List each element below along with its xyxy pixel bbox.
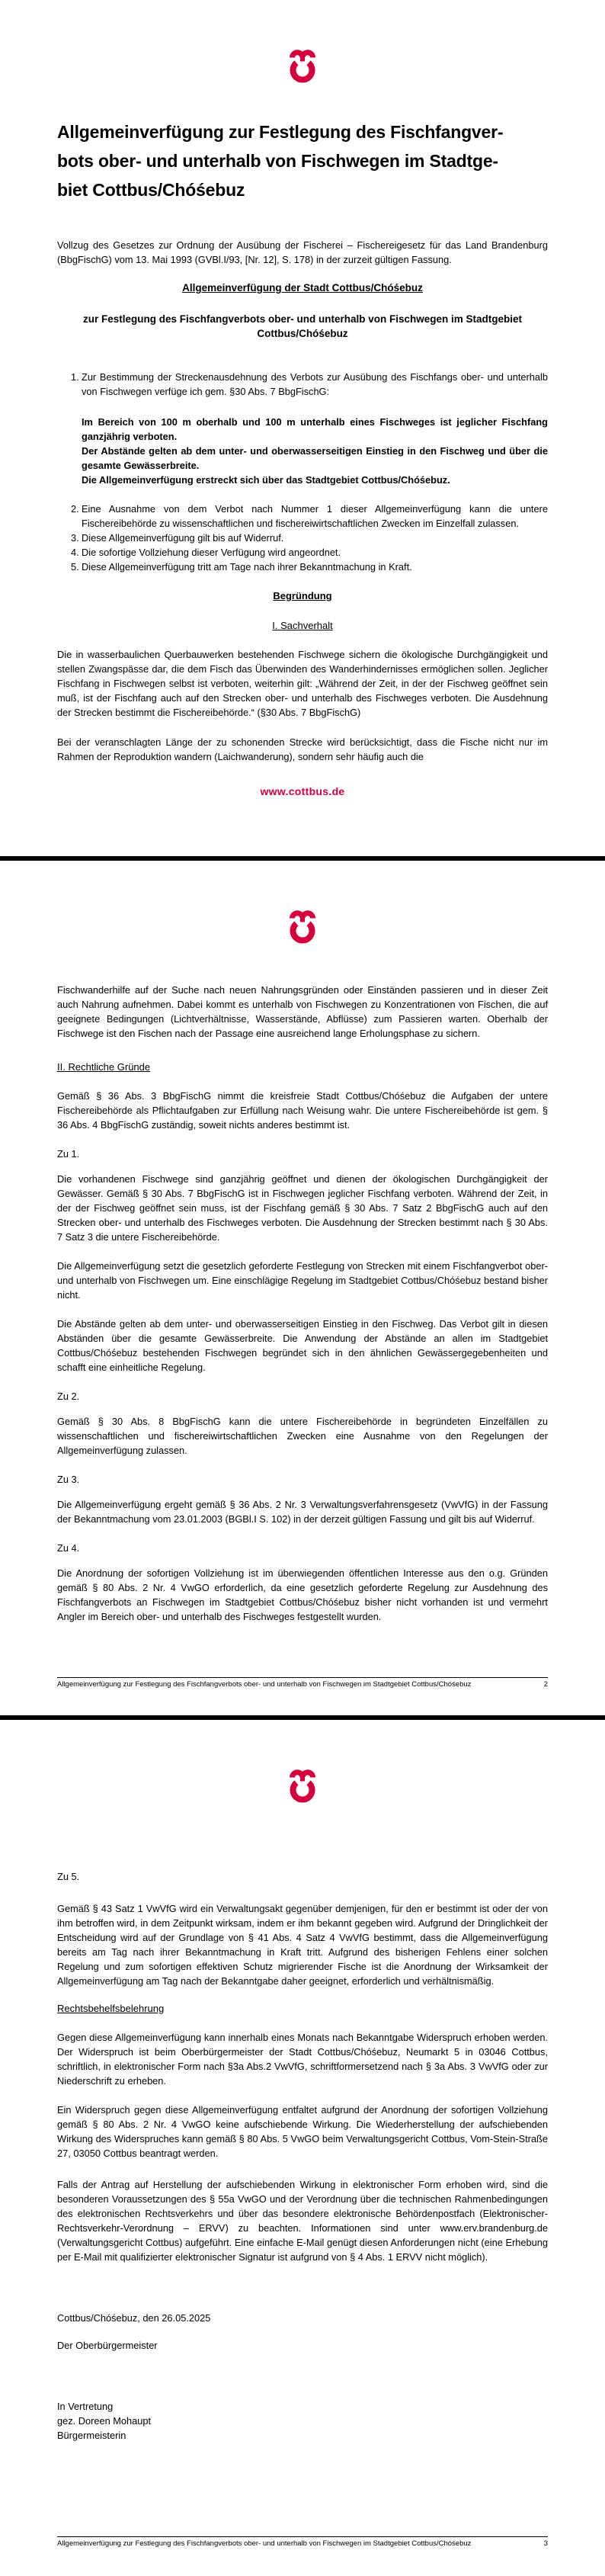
list-item-number: 3.	[71, 532, 79, 544]
signature-role-line: Bürgermeisterin	[57, 2430, 126, 2441]
sachverhalt-paragraph-2: Bei der veranschlagten Länge der zu schonenden Strecke wird berücksichtigt, dass die Fische nicht nur im Rahmen der Reproduktion wandern (Laichwanderung), sondern sehr häufig auch die	[57, 736, 548, 762]
footer-doc-title: Allgemeinverfügung zur Festlegung des Fischfangverbots ober- und unterhalb von Fischwegen im Stadtgebiet Cottbus/Chóśebuz	[57, 1680, 472, 1689]
cottbus-website-link[interactable]: www.cottbus.de	[260, 785, 345, 797]
sachverhalt-paragraph-1: Die in wasserbaulichen Querbauwerken bestehenden Fischwege sichern die ökologische Durchgängigkeit und stellen Zwangspässe dar, die dem Fisch das Überwinden des Wanderhindernisses ermöglichen sollen. Jeglicher Fischfang in Fischwegen selbst ist verboten, weiterhin gilt: „Während der Zeit, in der der Fischweg geöffnet sein muß, ist der Fischfang auch auf den Strecken ober- und unterhalb des Fischweges verboten. Die Ausdehnung der Strecken bestimmt die Fischereibehörde.“ (§30 Abs. 7 BbgFischG)	[57, 649, 548, 718]
widerspruch-paragraph-2: Ein Widerspruch gegen diese Allgemeinverfügung entfaltet aufgrund der Anordnung der sofortigen Vollziehung gemäß § 80 Abs. 2 Nr. 4 VwGO keine aufschiebende Wirkung. Die Wiederherstellung der aufschiebenden Wirkung des Widerspruches kann gemäß § 80 Abs. 5 VwGO beim Verwaltungsgericht Cottbus, Vom-Stein-Straße 27, 03050 Cottbus beantragt werden.	[57, 2104, 548, 2159]
list-item-text: Diese Allgemeinverfügung gilt bis auf Widerruf.	[82, 532, 284, 544]
widerspruch-paragraph-1: Gegen diese Allgemeinverfügung kann innerhalb eines Monats nach Bekanntgabe Widerspruch erhoben werden. Der Widerspruch ist beim Oberbürgermeister der Stadt Cottbus/Chóśebuz, Neumarkt 5 in 03046 Cottbus, schriftlich, in elektronischer Form nach §3a Abs.2 VwVfG, schriftformersetzend nach § 3a Abs. 3 VwVfG oder zur Niederschrift zu erheben.	[57, 2032, 548, 2087]
zu4-paragraph: Die Anordnung der sofortigen Vollziehung ist im überwiegenden öffentlichen Interesse aus den o.g. Gründen gemäß § 80 Abs. 2 Nr. 4 VwGO erforderlich, da eine gesetzlich geforderte Regelung zur Ausdehnung des Fischfangverbots an Fischwegen im Stadtgebiet Cottbus/Chóśebuz bisher nicht vorhanden ist und vermehrt Angler im Bereich ober- und unterhalb des Fischweges festgestellt wurden.	[57, 1567, 548, 1622]
footer-page-number: 2	[543, 1680, 548, 1689]
zu4-label: Zu 4.	[57, 1542, 80, 1554]
list-item-2	[71, 502, 548, 531]
document-title-line: bots ober- und unterhalb von Fischwegen im Stadtge-	[57, 151, 498, 171]
cottbus-smile-logo-icon	[286, 44, 319, 84]
signature-name-line: gez. Doreen Mohaupt	[57, 2415, 152, 2427]
list-item-number: 1.	[71, 371, 79, 383]
list-item-text: Diese Allgemeinverfügung tritt am Tage nach ihrer Bekanntmachung in Kraft.	[82, 561, 412, 573]
document-title-line: Allgemeinverfügung zur Festlegung des Fischfangver-	[57, 122, 504, 142]
directive-list	[71, 370, 548, 399]
page-footer	[57, 1677, 548, 1689]
heading-sachverhalt: I. Sachverhalt	[272, 620, 333, 631]
zustaendigkeit-paragraph: Gemäß § 36 Abs. 3 BbgFischG nimmt die kreisfreie Stadt Cottbus/Chóśebuz die Aufgaben der untere Fischereibehörde als Pflichtaufgaben zur Erfüllung nach Weisung wahr. Die untere Fischereibehörde ist gem. § 36 Abs. 4 BbgFischG zuständig, soweit nichts anderes bestimmt ist.	[57, 1090, 548, 1131]
list-item-number: 2.	[71, 503, 79, 515]
list-item-text: Die sofortige Vollziehung dieser Verfügung wird angeordnet.	[82, 547, 341, 558]
list-item-number: 4.	[71, 547, 79, 558]
list-item-text: Eine Ausnahme von dem Verbot nach Nummer 1 dieser Allgemeinverfügung kann die untere Fischereibehörde zu wissenschaftlichen und fischereiwirtschaftlichen Zwecken im Einzelfall zulassen.	[82, 503, 548, 529]
footer-doc-title: Allgemeinverfügung zur Festlegung des Fischfangverbots ober- und unterhalb von Fischwegen im Stadtgebiet Cottbus/Chóśebuz	[57, 2539, 472, 2548]
document-page-3	[0, 1720, 605, 2576]
widerspruch-paragraph-3: Falls der Antrag auf Herstellung der aufschiebenden Wirkung in elektronischer Form erhoben wird, sind die besonderen Voraussetzungen des § 55a VwGO und der Verordnung über die technischen Rahmenbedingungen des elektronischen Rechtsverkehrs und über das besondere elektronische Behördenpostfach (Elektronischer-Rechtsverkehr-Verordnung – ERVV) zu beachten. Informationen sind unter www.erv.brandenburg.de (Verwaltungsgericht Cottbus) aufgeführt. Eine einfache E-Mail genügt diesen Anforderungen nicht (eine Erhebung per E-Mail mit qualifizierter elektronischer Signatur ist aufgrund von § 4 Abs. 1 ERVV nicht möglich).	[57, 2179, 548, 2263]
document-title	[57, 117, 548, 204]
bold-rule-1: Im Bereich von 100 m oberhalb und 100 m unterhalb eines Fischweges ist jeglicher Fischfang ganzjährig verboten.	[82, 416, 548, 442]
zu2-paragraph: Gemäß § 30 Abs. 8 BbgFischG kann die untere Fischereibehörde in begründeten Einzelfällen zu wissenschaftlichen und fischereiwirtschaftlichen Zwecken eine Ausnahme von den Regelungen der Allgemeinverfügung zulassen.	[57, 1416, 548, 1456]
zu2-label: Zu 2.	[57, 1391, 80, 1402]
document-page-2	[0, 861, 605, 1715]
cottbus-smile-logo-icon	[286, 905, 319, 945]
zu3-label: Zu 3.	[57, 1474, 80, 1485]
heading-rechtliche-gruende: II. Rechtliche Gründe	[57, 1061, 151, 1073]
signoff-oberbuergermeister: Der Oberbürgermeister	[57, 2340, 158, 2351]
zu1-paragraph-2: Die Allgemeinverfügung setzt die gesetzlich geforderte Festlegung von Strecken mit einem Fischfangverbot ober- und unterhalb von Fischwegen um. Eine einschlägige Regelung im Stadtgebiet Cottbus/Chóśebuz bestand bisher nicht.	[57, 1260, 548, 1301]
bold-rule-2: Der Abstände gelten ab dem unter- und oberwasserseitigen Einstieg in den Fischweg und über die gesamte Gewässerbreite.	[82, 445, 548, 471]
zu3-paragraph: Die Allgemeinverfügung ergeht gemäß § 36 Abs. 2 Nr. 3 Verwaltungsverfahrensgesetz (VwVfG) in der Fassung der Bekanntmachung vom 23.01.2003 (BGBl.I S. 102) in der derzeit gültigen Fassung und gilt bis auf Widerruf.	[57, 1499, 548, 1525]
heading-begruendung: Begründung	[273, 590, 332, 601]
bold-rule-3: Die Allgemeinverfügung erstreckt sich über das Stadtgebiet Cottbus/Chóśebuz.	[82, 474, 450, 486]
zu1-paragraph-3: Die Abstände gelten ab dem unter- und oberwasserseitigen Einstieg in den Fischweg. Das Verbot gilt in diesen Abständen über die gesamte Gewässerbreite. Die Anwendung der Abstände an allen im Stadtgebiet Cottbus/Chóśebuz bestehenden Fischwegen begründet sich in den ähnlichen Gewässergegebenheiten und schafft eine einheitliche Regelung.	[57, 1318, 548, 1373]
document-page-1	[0, 0, 605, 856]
zu1-paragraph-1: Die vorhandenen Fischwege sind ganzjährig geöffnet und dienen der ökologischen Durchgängigkeit der Gewässer. Gemäß § 30 Abs. 7 BbgFischG ist in Fischwegen jeglicher Fischfang verboten. Während der Zeit, in der der Fischweg geöffnet sein muss, ist der Fischfang gemäß § 30 Abs. 7 Satz 2 BbgFischG auch auf den Strecken ober- und unterhalb des Fischweges verboten. Die Ausdehnung der Strecken bestimmt nach § 30 Abs. 7 Satz 3 die untere Fischereibehörde.	[57, 1173, 548, 1243]
list-item-5	[71, 560, 548, 574]
page-footer	[57, 2536, 548, 2549]
cottbus-smile-logo-icon	[286, 1764, 319, 1804]
list-item-number: 5.	[71, 561, 79, 573]
document-title-line: biet Cottbus/Chóśebuz	[57, 180, 245, 200]
zu1-label: Zu 1.	[57, 1148, 80, 1160]
continuation-paragraph: Fischwanderhilfe auf der Suche nach neuen Nahrungsgründen oder Einständen passieren und in dieser Zeit auch Nahrung aufnehmen. Dabei kommt es unterhalb von Fischwegen zu Konzentrationen von Fischen, die auf geeignete Bedingungen (Lichtverhältnisse, Wasserstände, Abflüsse) zum Passieren warten. Oberhalb der Fischwege ist den Fischen nach der Passage eine ausreichend lange Erholungsphase zu sichern.	[57, 984, 548, 1039]
zu5-label: Zu 5.	[57, 1871, 80, 1882]
heading-allgemeinverfuegung: Allgemeinverfügung der Stadt Cottbus/Chóśebuz	[182, 282, 423, 294]
zu5-paragraph: Gemäß § 43 Satz 1 VwVfG wird ein Verwaltungsakt gegenüber demjenigen, für den er bestimmt ist oder der von ihm betroffen wird, in dem Zeitpunkt wirksam, indem er ihm bekannt gegeben wird. Aufgrund der Dringlichkeit der Entscheidung wird auf der Grundlage von § 41 Abs. 4 Satz 4 VwVfG bestimmt, dass die Allgemeinverfügung bereits am Tag nach ihrer Bekanntmachung in Kraft tritt. Aufgrund des bisherigen Fehlens einer solchen Regelung und zum sofortigen effektiven Schutz migrierender Fische ist die Anordnung der Wirksamkeit der Allgemeinverfügung am Tag nach der Bekanntgabe daher geeignet, erforderlich und verhältnismäßig.	[57, 1903, 548, 1987]
list-item-text: Zur Bestimmung der Streckenausdehnung des Verbots zur Ausübung des Fischfangs ober- und unterhalb von Fischwegen verfüge ich gem. §30 Abs. 7 BbgFischG:	[82, 371, 548, 397]
directive-list-continued	[71, 502, 548, 574]
list-item-4	[71, 545, 548, 560]
heading-rechtsbehelfsbelehrung: Rechtsbehelfsbelehrung	[57, 2003, 165, 2014]
footer-page-number: 3	[543, 2539, 548, 2548]
list-item-1	[71, 370, 548, 399]
intro-paragraph: Vollzug des Gesetzes zur Ordnung der Ausübung der Fischerei – Fischereigesetz für das Land Brandenburg (BbgFischG) vom 13. Mai 1993 (GVBl.I/93, [Nr. 12], S. 178) in der zurzeit gültigen Fassung.	[57, 239, 548, 265]
directive-bold-block	[82, 415, 548, 487]
in-vertretung-line: In Vertretung	[57, 2401, 114, 2412]
list-item-3	[71, 531, 548, 545]
place-date-line: Cottbus/Chóśebuz, den 26.05.2025	[57, 2312, 211, 2324]
subheading-festlegung: zur Festlegung des Fischfangverbots ober- und unterhalb von Fischwegen im Stadtgebiet Cottbus/Chóśebuz	[82, 313, 523, 339]
